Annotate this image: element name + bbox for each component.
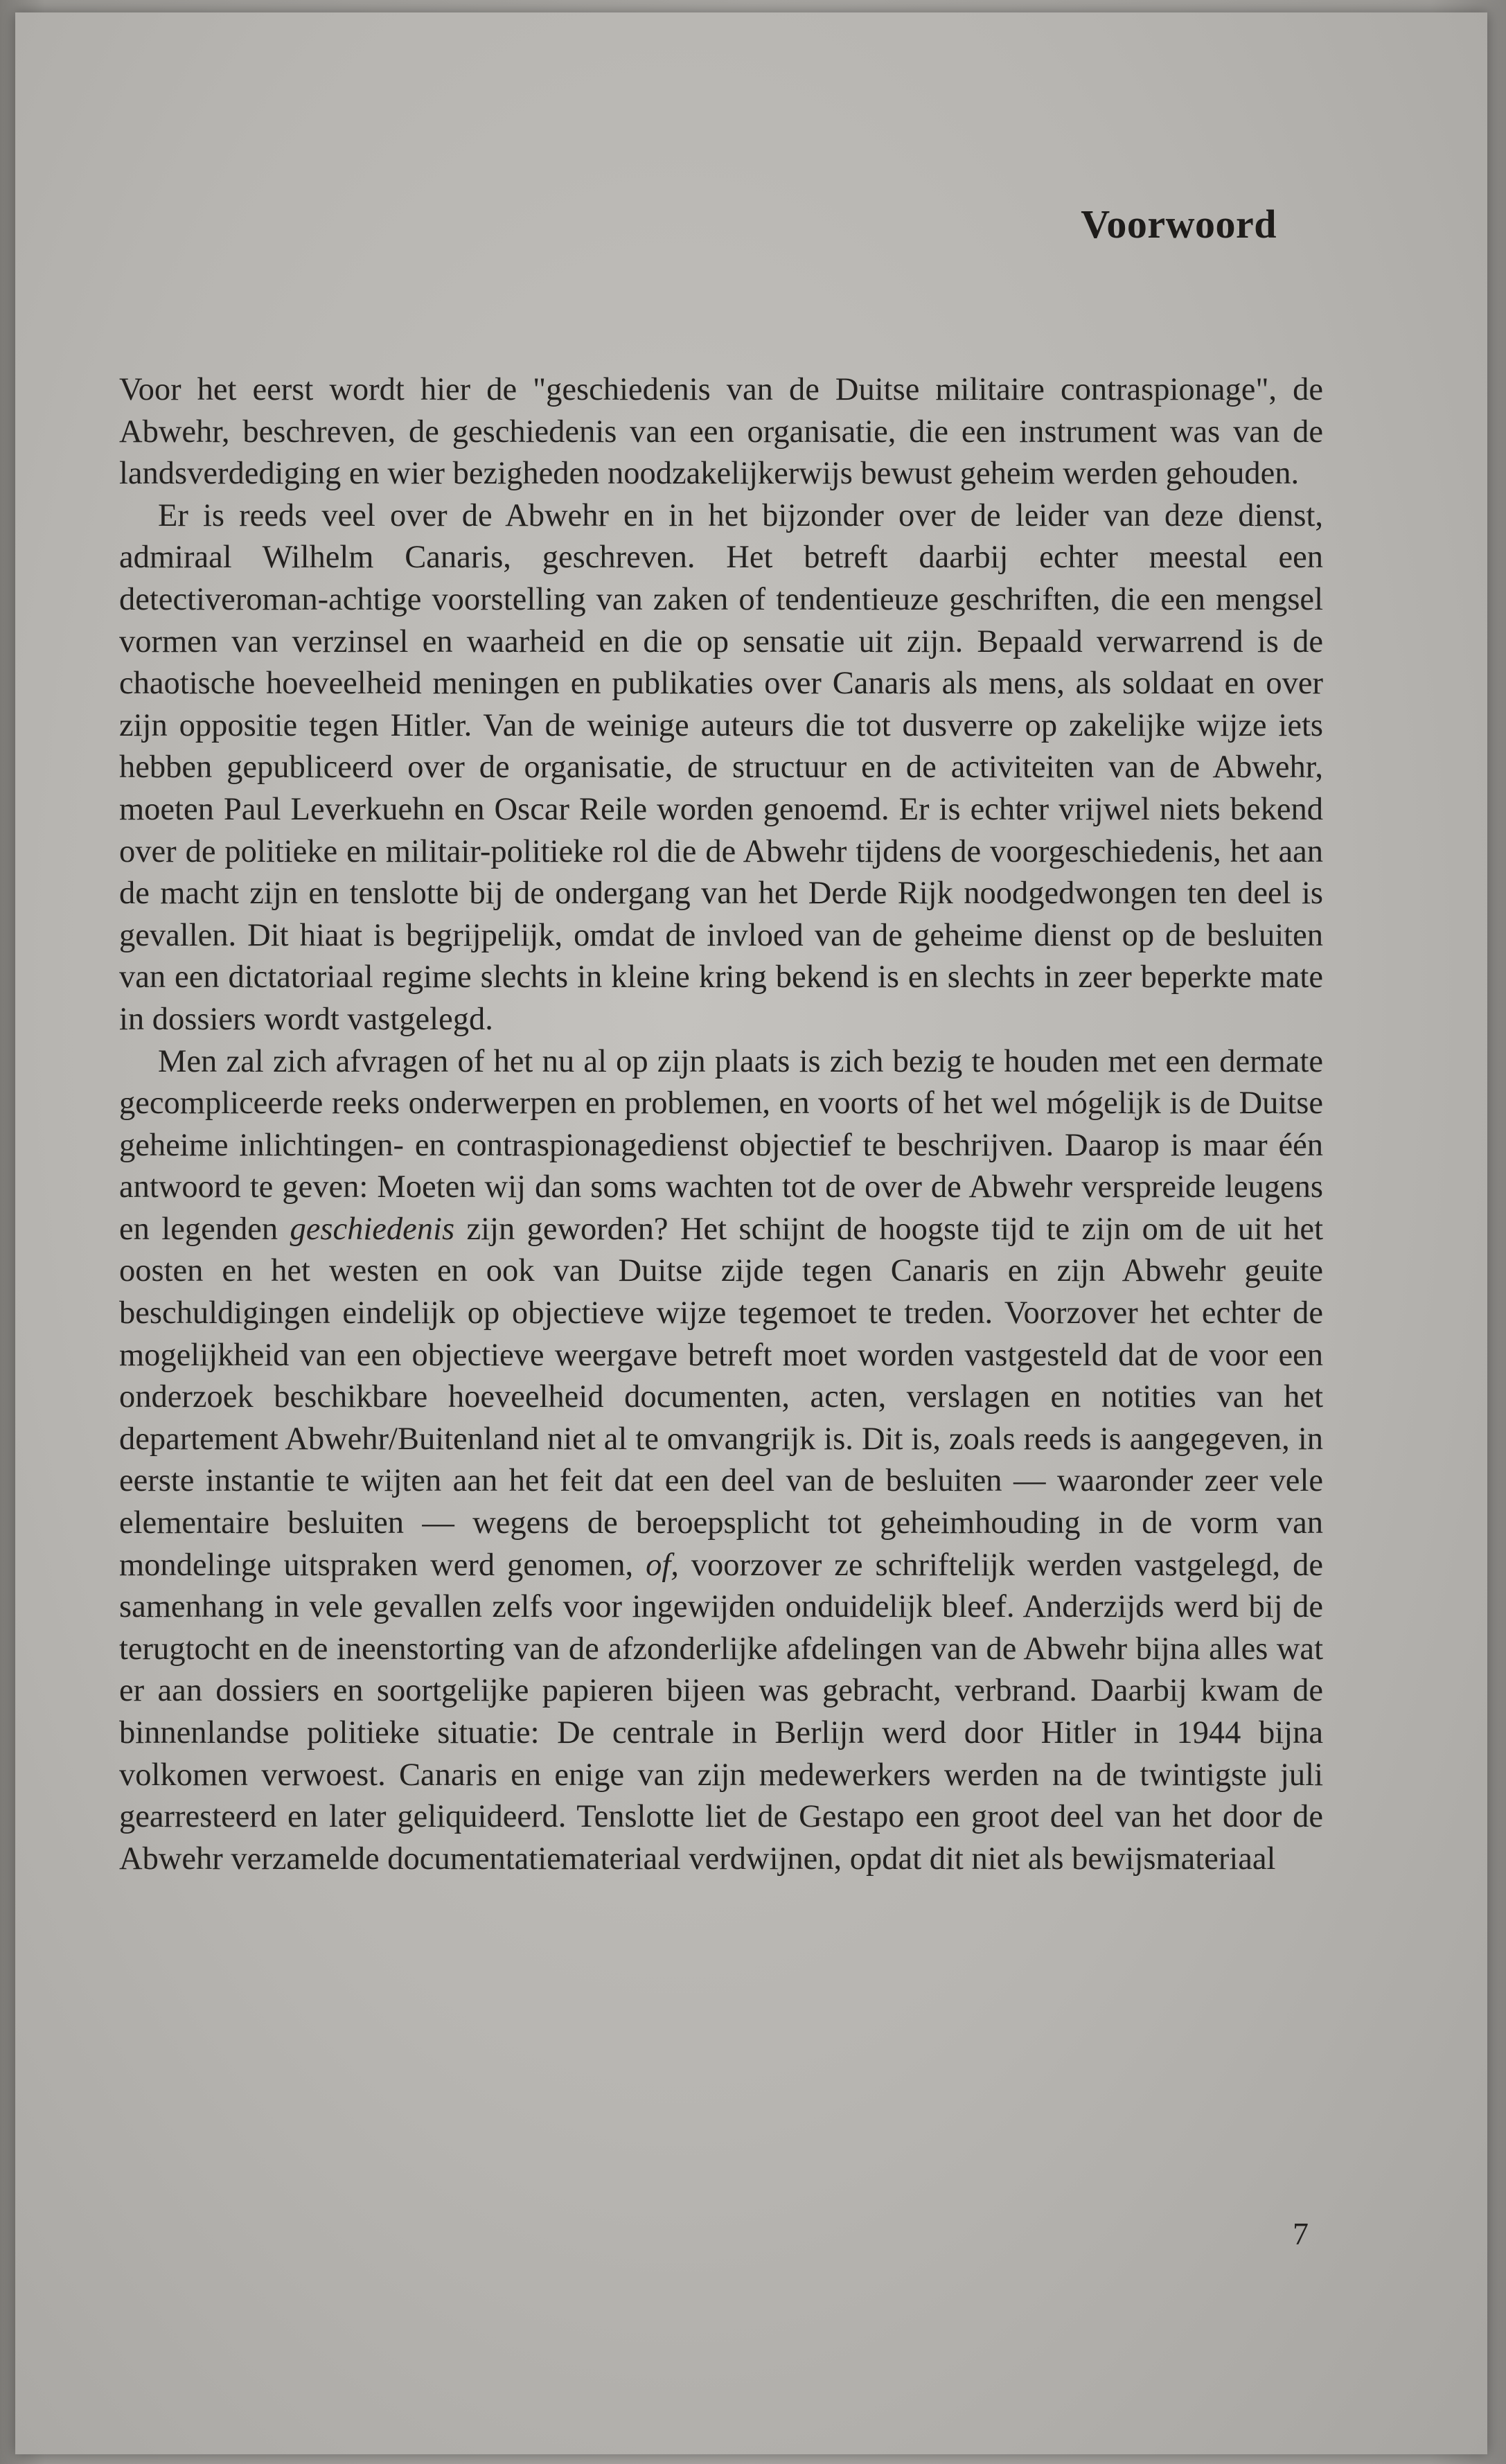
book-page [15, 12, 1487, 2454]
paragraph-3-part-2: zijn geworden? Het schijnt de hoogste tijd te zijn om de uit het oosten en het westen en ook van Duitse zijde tegen Canaris en zijn Abwehr geuite beschuldigingen eindelijk op objectieve wijze tegemoet te treden. Voorzover het echter de mogelijkheid van een objectieve weergave betreft moet worden vastgesteld dat de voor een onderzoek beschikbare hoeveelheid documenten, acten, verslagen en notities van het departement Abwehr/Buitenland niet al te omvangrijk is. Dit is, zoals reeds is aangegeven, in eerste instantie te wijten aan het feit dat een deel van de besluiten — waaronder zeer vele elementaire besluiten — wegens de beroepsplicht tot geheimhouding in de vorm van mondelinge uitspraken werd genomen, [119, 1211, 1323, 1583]
paragraph-3-part-1: Men zal zich afvragen of het nu al op zijn plaats is zich bezig te houden met een dermate gecompliceerde reeks onderwerpen en problemen, en voorts of het wel mógelijk is de Duitse geheime inlichtingen- en contraspionagedienst objectief te beschrijven. Daarop is maar één antwoord te geven: Moeten wij dan soms wachten tot de over de Abwehr verspreide leugens en legenden [119, 1043, 1323, 1247]
body-text [119, 369, 1323, 1880]
chapter-heading: Voorwoord [1081, 202, 1277, 247]
paragraph-3-part-3: voorzover ze schriftelijk werden vastgelegd, de samenhang in vele gevallen zelfs voor ingewijden onduidelijk bleef. Anderzijds werd bij de terugtocht en de ineenstorting van de afzonderlijke afdelingen van de Abwehr bijna alles wat er aan dossiers en soortgelijke papieren bijeen was gebracht, verbrand. Daarbij kwam de binnenlandse politieke situatie: De centrale in Berlijn werd door Hitler in 1944 bijna volkomen verwoest. Canaris en enige van zijn medewerkers werden na de twintigste juli gearresteerd en later geliquideerd. Tenslotte liet de Gestapo een groot deel van het door de Abwehr verzamelde documentatiemateriaal verdwijnen, opdat dit niet als bewijsmateriaal [119, 1547, 1323, 1877]
italic-word-of: of, [646, 1547, 679, 1583]
italic-word-geschiedenis: geschiedenis [290, 1211, 455, 1247]
paragraph-2: Er is reeds veel over de Abwehr en in het bijzonder over de leider van deze dienst, admiraal Wilhelm Canaris, geschreven. Het betreft daarbij echter meestal een detectiveroman-achtige voorstelling van zaken of tendentieuze geschriften, die een mengsel vormen van verzinsel en waarheid en die op sensatie uit zijn. Bepaald verwarrend is de chaotische hoeveelheid meningen en publikaties over Canaris als mens, als soldaat en over zijn oppositie tegen Hitler. Van de weinige auteurs die tot dusverre op zakelijke wijze iets hebben gepubliceerd over de organisatie, de structuur en de activiteiten van de Abwehr, moeten Paul Leverkuehn en Oscar Reile worden genoemd. Er is echter vrijwel niets bekend over de politieke en militair-politieke rol die de Abwehr tijdens de voorgeschiedenis, het aan de macht zijn en tenslotte bij de ondergang van het Derde Rijk noodgedwongen ten deel is gevallen. Dit hiaat is begrijpelijk, omdat de invloed van de geheime dienst op de besluiten van een dictatoriaal regime slechts in kleine kring bekend is en slechts in zeer beperkte mate in dossiers wordt vastgelegd. [119, 497, 1323, 1037]
paragraph-3 [119, 1041, 1323, 1881]
paragraph-1: Voor het eerst wordt hier de "geschiedenis van de Duitse militaire contraspionage", de Abwehr, beschreven, de geschiedenis van een organisatie, die een instrument was van de landsverdediging en wier bezigheden noodzakelijkerwijs bewust geheim werden gehouden. [119, 372, 1323, 492]
page-number: 7 [1293, 2216, 1309, 2251]
